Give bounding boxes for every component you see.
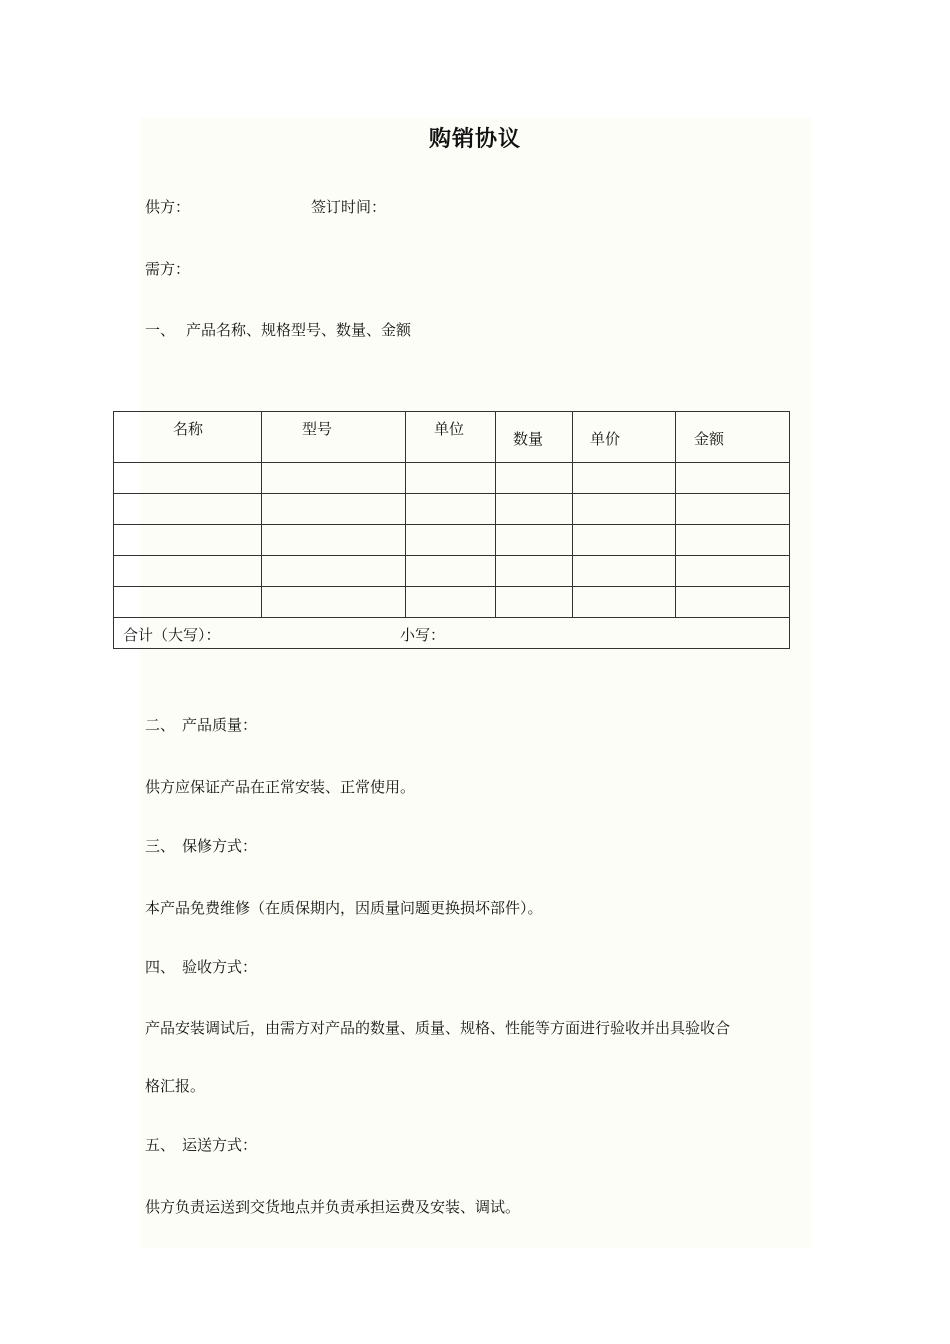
section-1-number: 一、 xyxy=(145,321,176,339)
section-2-number: 二、 xyxy=(145,716,176,734)
header-name: 名称 xyxy=(173,420,204,438)
document-title: 购销协议 xyxy=(428,126,521,152)
header-cell-unit-price xyxy=(573,412,676,463)
section-2-body: 供方应保证产品在正常安装、正常使用。 xyxy=(145,778,416,796)
document-page xyxy=(140,118,812,1248)
header-model: 型号 xyxy=(302,420,333,438)
header-unit-price: 单价 xyxy=(590,430,621,448)
section-3-body: 本产品免费维修（在质保期内，因质量问题更换损坏部件）。 xyxy=(145,899,543,917)
section-1-heading: 产品名称、规格型号、数量、金额 xyxy=(186,321,412,339)
header-cell-model xyxy=(262,412,406,463)
section-3-heading: 保修方式： xyxy=(182,837,258,855)
table-row xyxy=(114,525,790,556)
section-5-body: 供方负责运送到交货地点并负责承担运费及安装、调试。 xyxy=(145,1198,521,1216)
header-cell-amount xyxy=(676,412,790,463)
total-upper-label: 合计（大写）： xyxy=(123,626,221,644)
header-cell-unit xyxy=(406,412,496,463)
table-row xyxy=(114,463,790,494)
table-row xyxy=(114,587,790,618)
table-row xyxy=(114,494,790,525)
product-table xyxy=(113,411,790,649)
header-cell-name xyxy=(114,412,262,463)
header-cell-quantity xyxy=(496,412,573,463)
section-2-heading: 产品质量： xyxy=(182,716,258,734)
header-quantity: 数量 xyxy=(513,430,544,448)
section-5-heading: 运送方式： xyxy=(182,1136,258,1154)
buyer-label: 需方： xyxy=(145,260,191,278)
section-4-body-line-2: 格汇报。 xyxy=(145,1077,206,1095)
sign-time-label: 签订时间： xyxy=(311,198,387,216)
table-total-row xyxy=(114,618,790,649)
header-unit: 单位 xyxy=(434,420,465,438)
section-3-number: 三、 xyxy=(145,837,176,855)
table-header-row xyxy=(114,412,790,463)
total-lower-label: 小写： xyxy=(400,626,446,644)
total-cell xyxy=(114,618,790,649)
section-5-number: 五、 xyxy=(145,1136,176,1154)
header-amount: 金额 xyxy=(694,430,725,448)
supplier-label: 供方： xyxy=(145,198,191,216)
table-row xyxy=(114,556,790,587)
section-4-body-line-1: 产品安装调试后，由需方对产品的数量、质量、规格、性能等方面进行验收并出具验收合 xyxy=(145,1019,731,1037)
section-4-number: 四、 xyxy=(145,958,176,976)
section-4-heading: 验收方式： xyxy=(182,958,258,976)
